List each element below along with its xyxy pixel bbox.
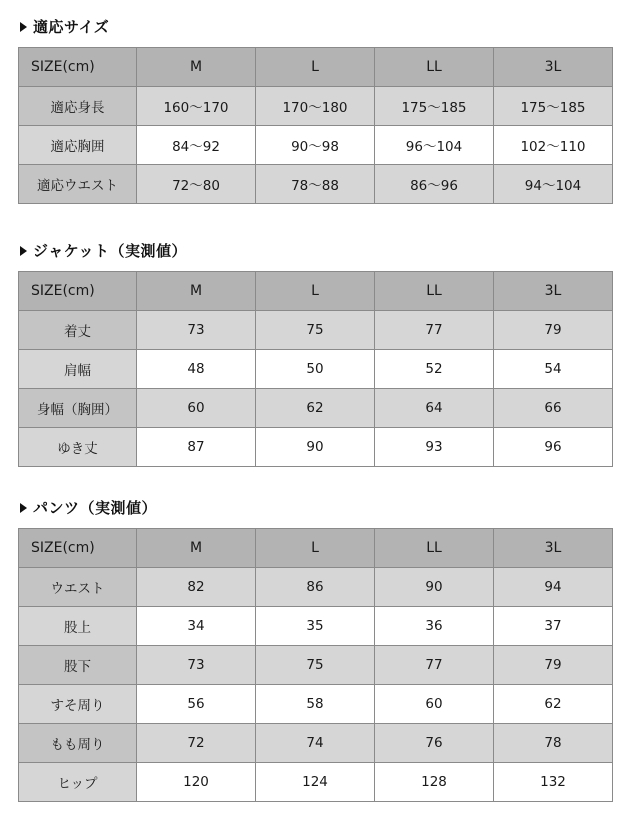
cell-value: 73 [137, 646, 256, 685]
cell-value: 90 [256, 428, 375, 467]
cell-value: 72 [137, 724, 256, 763]
cell-value: 54 [494, 350, 613, 389]
cell-value: 77 [375, 311, 494, 350]
section-title: パンツ（実測値） [33, 499, 158, 517]
cell-value: 78〜88 [256, 165, 375, 204]
cell-value: 90 [375, 568, 494, 607]
cell-value: 170〜180 [256, 87, 375, 126]
table-row [19, 389, 613, 428]
cell-value: 62 [256, 389, 375, 428]
row-label: 股上 [19, 607, 137, 646]
triangle-bullet-icon [20, 503, 27, 513]
row-label: すそ周り [19, 685, 137, 724]
cell-value: 86〜96 [375, 165, 494, 204]
section-spacer [18, 467, 612, 497]
table-row [19, 165, 613, 204]
triangle-bullet-icon [20, 246, 27, 256]
table-row [19, 724, 613, 763]
column-header-3l: 3L [494, 272, 613, 311]
cell-value: 132 [494, 763, 613, 802]
cell-value: 79 [494, 646, 613, 685]
column-header-ll: LL [375, 272, 494, 311]
triangle-bullet-icon [20, 22, 27, 32]
cell-value: 76 [375, 724, 494, 763]
cell-value: 48 [137, 350, 256, 389]
section-pants [18, 497, 612, 802]
cell-value: 90〜98 [256, 126, 375, 165]
cell-value: 74 [256, 724, 375, 763]
section-spacer [18, 204, 612, 240]
cell-value: 52 [375, 350, 494, 389]
row-label: 適応ウエスト [19, 165, 137, 204]
row-label: ウエスト [19, 568, 137, 607]
cell-value: 77 [375, 646, 494, 685]
cell-value: 34 [137, 607, 256, 646]
column-header-l: L [256, 48, 375, 87]
cell-value: 79 [494, 311, 613, 350]
table-row [19, 126, 613, 165]
section-title: 適応サイズ [33, 18, 110, 36]
table-row [19, 311, 613, 350]
cell-value: 94〜104 [494, 165, 613, 204]
table-row [19, 685, 613, 724]
fit-size-table [18, 47, 613, 204]
cell-value: 37 [494, 607, 613, 646]
table-row [19, 350, 613, 389]
table-row [19, 428, 613, 467]
table-header-row [19, 272, 613, 311]
cell-value: 62 [494, 685, 613, 724]
column-header-m: M [137, 529, 256, 568]
cell-value: 128 [375, 763, 494, 802]
column-header-l: L [256, 272, 375, 311]
cell-value: 175〜185 [494, 87, 613, 126]
section-heading-fit-size [20, 16, 612, 37]
column-header-size: SIZE(cm) [19, 272, 137, 311]
table-row [19, 607, 613, 646]
column-header-l: L [256, 529, 375, 568]
cell-value: 36 [375, 607, 494, 646]
table-row [19, 763, 613, 802]
table-row [19, 646, 613, 685]
cell-value: 86 [256, 568, 375, 607]
row-label: ヒップ [19, 763, 137, 802]
table-header-row [19, 48, 613, 87]
cell-value: 87 [137, 428, 256, 467]
jacket-table [18, 271, 613, 467]
row-label: 股下 [19, 646, 137, 685]
table-row [19, 568, 613, 607]
table-header-row [19, 529, 613, 568]
column-header-m: M [137, 48, 256, 87]
cell-value: 84〜92 [137, 126, 256, 165]
cell-value: 73 [137, 311, 256, 350]
column-header-3l: 3L [494, 529, 613, 568]
column-header-size: SIZE(cm) [19, 529, 137, 568]
column-header-ll: LL [375, 48, 494, 87]
cell-value: 60 [375, 685, 494, 724]
cell-value: 35 [256, 607, 375, 646]
cell-value: 175〜185 [375, 87, 494, 126]
cell-value: 96 [494, 428, 613, 467]
cell-value: 160〜170 [137, 87, 256, 126]
cell-value: 124 [256, 763, 375, 802]
cell-value: 120 [137, 763, 256, 802]
cell-value: 82 [137, 568, 256, 607]
cell-value: 72〜80 [137, 165, 256, 204]
section-fit-size [18, 16, 612, 204]
section-heading-pants [20, 497, 612, 518]
row-label: 着丈 [19, 311, 137, 350]
cell-value: 58 [256, 685, 375, 724]
cell-value: 60 [137, 389, 256, 428]
cell-value: 50 [256, 350, 375, 389]
row-label: もも周り [19, 724, 137, 763]
cell-value: 102〜110 [494, 126, 613, 165]
cell-value: 64 [375, 389, 494, 428]
section-title: ジャケット（実測値） [33, 242, 187, 260]
section-jacket [18, 240, 612, 467]
row-label: 肩幅 [19, 350, 137, 389]
column-header-3l: 3L [494, 48, 613, 87]
cell-value: 66 [494, 389, 613, 428]
column-header-m: M [137, 272, 256, 311]
table-row [19, 87, 613, 126]
row-label: 適応胸囲 [19, 126, 137, 165]
column-header-size: SIZE(cm) [19, 48, 137, 87]
row-label: 身幅（胸囲） [19, 389, 137, 428]
row-label: ゆき丈 [19, 428, 137, 467]
column-header-ll: LL [375, 529, 494, 568]
cell-value: 75 [256, 646, 375, 685]
cell-value: 96〜104 [375, 126, 494, 165]
cell-value: 94 [494, 568, 613, 607]
cell-value: 56 [137, 685, 256, 724]
cell-value: 78 [494, 724, 613, 763]
pants-table [18, 528, 613, 802]
section-heading-jacket [20, 240, 612, 261]
cell-value: 93 [375, 428, 494, 467]
cell-value: 75 [256, 311, 375, 350]
row-label: 適応身長 [19, 87, 137, 126]
